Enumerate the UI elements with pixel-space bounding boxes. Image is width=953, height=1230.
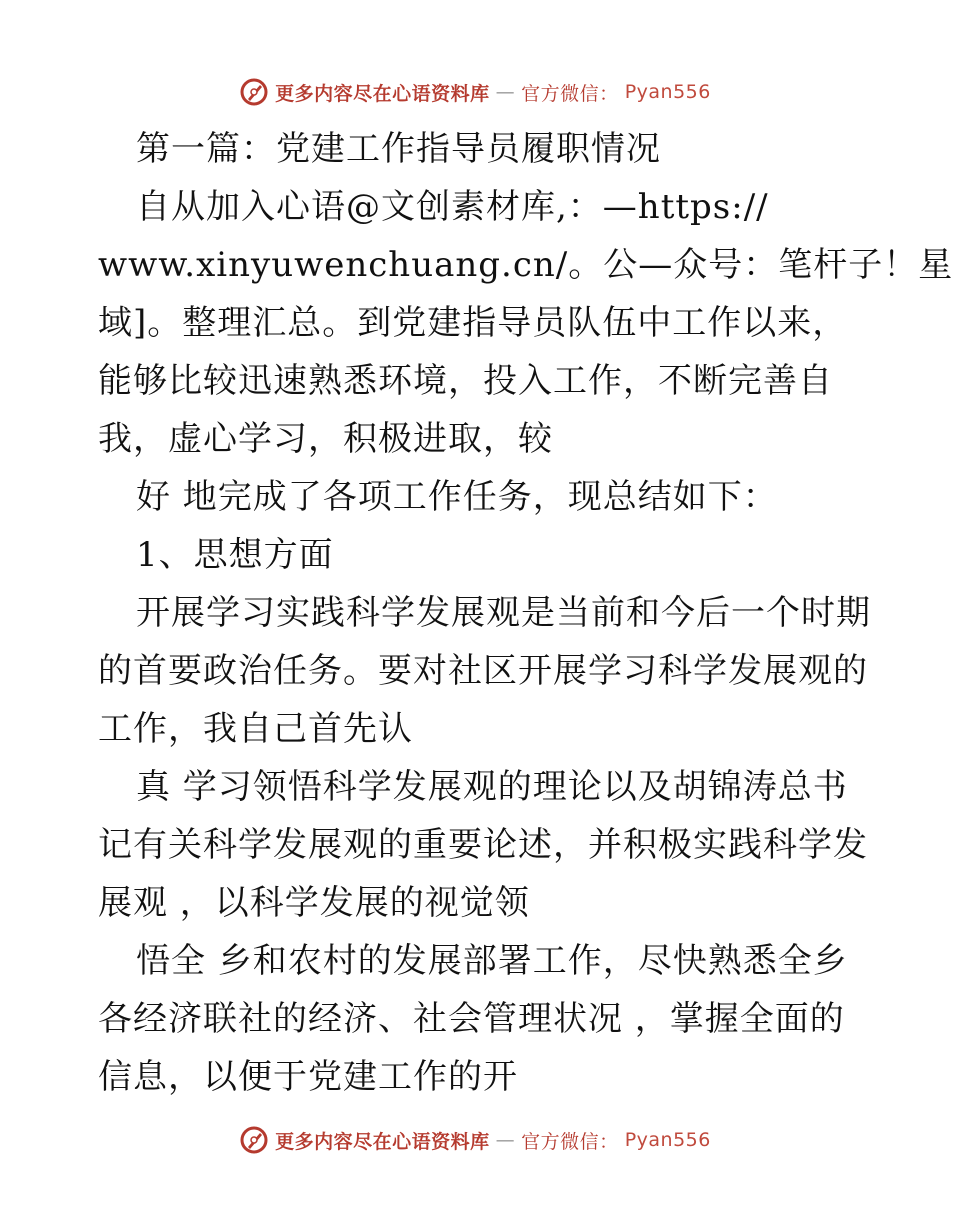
paragraph-line: 第一篇：党建工作指导员履职情况 xyxy=(136,129,661,169)
banner-wechat-label: 官方微信： xyxy=(521,1130,619,1153)
paragraph-line: 信息，以便于党建工作的开 xyxy=(98,1057,518,1097)
paragraph-line: 开展学习实践科学发展观是当前和今后一个时期 xyxy=(136,593,871,633)
paragraph-line: 真 学习领悟科学发展观的理论以及胡锦涛总书 xyxy=(136,767,848,807)
paragraph-line: 各经济联社的经济、社会管理状况 ，掌握全面的 xyxy=(98,999,845,1039)
paragraph-line: 域]。整理汇总。到党建指导员队伍中工作以来， xyxy=(98,303,848,343)
quill-pen-circle-logo-icon xyxy=(239,77,269,107)
banner-dash: — xyxy=(495,1129,516,1151)
paragraph-line: 能够比较迅速熟悉环境，投入工作，不断完善自 xyxy=(98,361,833,401)
paragraph-line: 悟全 乡和农村的发展部署工作，尽快熟悉全乡 xyxy=(136,941,848,981)
quill-pen-circle-logo-icon xyxy=(239,1125,269,1155)
footer-watermark-banner xyxy=(0,1120,950,1160)
paragraph-line: 1、思想方面 xyxy=(136,535,334,575)
banner-wechat-id: Pyan556 xyxy=(624,81,711,103)
paragraph-line: www.xinyuwenchuang.cn/。公—众号：笔杆子！星 xyxy=(98,245,953,285)
header-watermark-banner xyxy=(0,72,950,112)
paragraph-line: 我，虚心学习，积极进取，较 xyxy=(98,419,553,459)
banner-wechat-id: Pyan556 xyxy=(624,1129,711,1151)
banner-dash: — xyxy=(495,81,516,103)
banner-main-text: 更多内容尽在心语资料库 xyxy=(275,82,490,105)
banner-main-text: 更多内容尽在心语资料库 xyxy=(275,1130,490,1153)
paragraph-line: 自从加入心语@文创素材库,：—https:// xyxy=(136,187,769,227)
document-body xyxy=(98,120,953,1106)
banner-wechat-label: 官方微信： xyxy=(521,82,619,105)
paragraph-line: 展观 ，以科学发展的视觉领 xyxy=(98,883,530,923)
paragraph-line: 记有关科学发展观的重要论述，并积极实践科学发 xyxy=(98,825,868,865)
paragraph-line: 的首要政治任务。要对社区开展学习科学发展观的 xyxy=(98,651,868,691)
paragraph-line: 工作，我自己首先认 xyxy=(98,709,413,749)
paragraph-line: 好 地完成了各项工作任务，现总结如下： xyxy=(136,477,778,517)
